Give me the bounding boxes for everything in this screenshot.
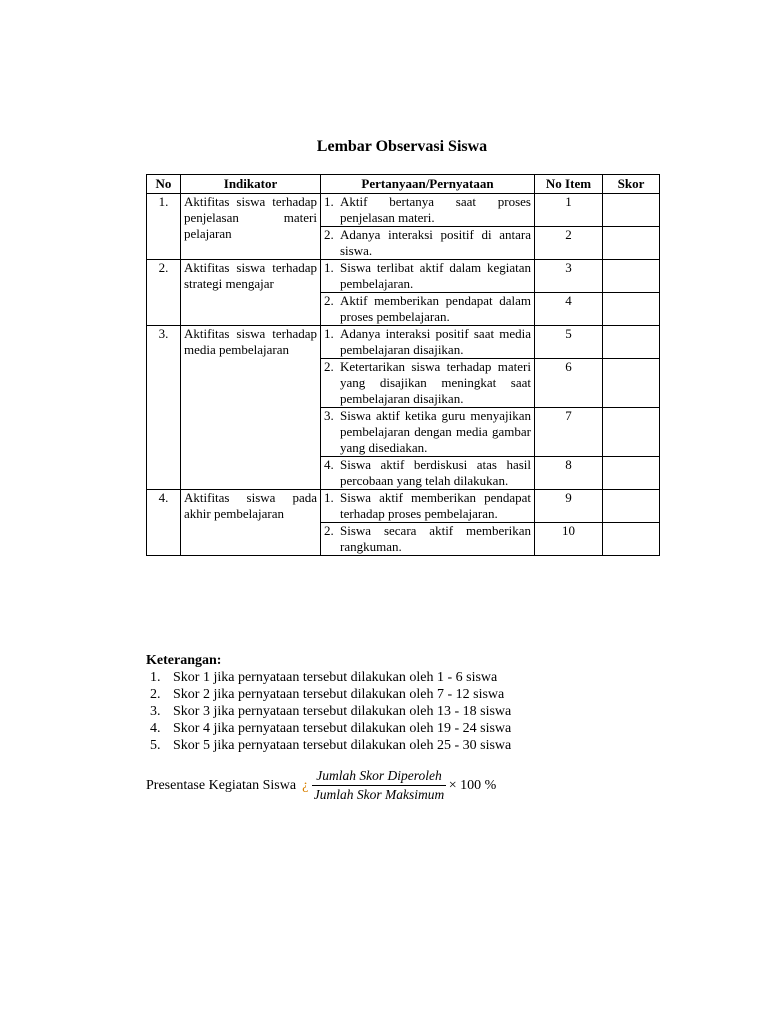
no-item-cell: 3 xyxy=(535,260,603,293)
no-item-cell: 1 xyxy=(535,194,603,227)
keterangan-item xyxy=(146,737,511,754)
pertanyaan-text: Aktif bertanya saat proses penjelasan materi. xyxy=(340,194,531,225)
no-item-cell: 10 xyxy=(535,523,603,556)
skor-cell[interactable] xyxy=(603,326,660,359)
pertanyaan-cell xyxy=(321,408,535,457)
formula-numerator: Jumlah Skor Diperoleh xyxy=(312,768,445,786)
keterangan-item xyxy=(146,669,511,686)
pertanyaan-number: 1. xyxy=(324,260,334,275)
keterangan-text: Skor 5 jika pernyataan tersebut dilakukan oleh 25 - 30 siswa xyxy=(173,738,512,753)
keterangan-item xyxy=(146,686,511,703)
keterangan-item xyxy=(146,703,511,720)
keterangan-text: Skor 1 jika pernyataan tersebut dilakukan oleh 1 - 6 siswa xyxy=(173,670,498,685)
keterangan-text: Skor 3 jika pernyataan tersebut dilakukan oleh 13 - 18 siswa xyxy=(173,704,512,719)
formula-label: Presentase Kegiatan Siswa xyxy=(146,777,297,793)
pertanyaan-cell xyxy=(321,227,535,260)
pertanyaan-text: Aktif memberikan pendapat dalam proses pembelajaran. xyxy=(340,293,531,324)
keterangan-text: Skor 2 jika pernyataan tersebut dilakukan oleh 7 - 12 siswa xyxy=(173,687,505,702)
pertanyaan-text: Siswa aktif memberikan pendapat terhadap proses pembelajaran. xyxy=(340,490,531,521)
keterangan-title: Keterangan: xyxy=(146,653,222,668)
pertanyaan-text: Adanya interaksi positif di antara siswa. xyxy=(340,227,531,258)
pertanyaan-number: 1. xyxy=(324,326,334,341)
keterangan-number: 2. xyxy=(150,687,161,702)
skor-cell[interactable] xyxy=(603,293,660,326)
header-pertanyaan: Pertanyaan/Pernyataan xyxy=(321,175,535,194)
pertanyaan-text: Siswa terlibat aktif dalam kegiatan pembelajaran. xyxy=(340,260,531,291)
skor-cell[interactable] xyxy=(603,260,660,293)
keterangan-section xyxy=(146,652,511,754)
keterangan-item xyxy=(146,720,511,737)
skor-cell[interactable] xyxy=(603,457,660,490)
table-row xyxy=(147,194,660,227)
pertanyaan-number: 2. xyxy=(324,227,334,242)
pertanyaan-number: 1. xyxy=(324,194,334,209)
pertanyaan-cell xyxy=(321,490,535,523)
pertanyaan-text: Siswa secara aktif memberikan rangkuman. xyxy=(340,523,531,554)
table-row xyxy=(147,260,660,293)
table-row xyxy=(147,326,660,359)
group-number: 3. xyxy=(147,326,181,490)
keterangan-number: 1. xyxy=(150,670,161,685)
pertanyaan-cell xyxy=(321,293,535,326)
page-title: Lembar Observasi Siswa xyxy=(316,138,488,155)
pertanyaan-number: 4. xyxy=(324,457,334,472)
skor-cell[interactable] xyxy=(603,359,660,408)
group-number: 2. xyxy=(147,260,181,326)
no-item-cell: 5 xyxy=(535,326,603,359)
header-no-item: No Item xyxy=(535,175,603,194)
formula-symbol: ¿ xyxy=(302,777,309,793)
pertanyaan-number: 1. xyxy=(324,490,334,505)
group-number: 1. xyxy=(147,194,181,260)
pertanyaan-cell xyxy=(321,523,535,556)
indikator-cell: Aktifitas siswa pada akhir pembelajaran xyxy=(181,490,321,556)
formula-denominator: Jumlah Skor Maksimum xyxy=(313,787,445,802)
skor-cell[interactable] xyxy=(603,523,660,556)
no-item-cell: 4 xyxy=(535,293,603,326)
header-skor: Skor xyxy=(603,175,660,194)
pertanyaan-cell xyxy=(321,194,535,227)
observation-table xyxy=(146,174,660,556)
no-item-cell: 6 xyxy=(535,359,603,408)
no-item-cell: 2 xyxy=(535,227,603,260)
table-header-row xyxy=(147,175,660,194)
pertanyaan-cell xyxy=(321,326,535,359)
pertanyaan-text: Ketertarikan siswa terhadap materi yang disajikan meningkat saat pembelajaran disajikan. xyxy=(340,359,531,406)
pertanyaan-cell xyxy=(321,260,535,293)
indikator-cell: Aktifitas siswa terhadap penjelasan materi pelajaran xyxy=(181,194,321,260)
skor-cell[interactable] xyxy=(603,227,660,260)
no-item-cell: 8 xyxy=(535,457,603,490)
pertanyaan-number: 2. xyxy=(324,359,334,374)
pertanyaan-number: 3. xyxy=(324,408,334,423)
percentage-formula xyxy=(146,768,496,803)
pertanyaan-number: 2. xyxy=(324,293,334,308)
formula-fraction xyxy=(312,768,445,803)
keterangan-number: 3. xyxy=(150,704,161,719)
group-number: 4. xyxy=(147,490,181,556)
pertanyaan-cell xyxy=(321,457,535,490)
pertanyaan-text: Siswa aktif ketika guru menyajikan pembelajaran dengan media gambar yang disediakan. xyxy=(340,408,531,455)
keterangan-number: 5. xyxy=(150,738,161,753)
keterangan-number: 4. xyxy=(150,721,161,736)
indikator-cell: Aktifitas siswa terhadap strategi mengajar xyxy=(181,260,321,326)
keterangan-text: Skor 4 jika pernyataan tersebut dilakukan oleh 19 - 24 siswa xyxy=(173,721,512,736)
no-item-cell: 7 xyxy=(535,408,603,457)
table-row xyxy=(147,490,660,523)
pertanyaan-text: Adanya interaksi positif saat media pembelajaran disajikan. xyxy=(340,326,531,357)
formula-multiplier: × 100 % xyxy=(448,777,497,793)
pertanyaan-cell xyxy=(321,359,535,408)
skor-cell[interactable] xyxy=(603,408,660,457)
pertanyaan-number: 2. xyxy=(324,523,334,538)
indikator-cell: Aktifitas siswa terhadap media pembelajaran xyxy=(181,326,321,490)
pertanyaan-text: Siswa aktif berdiskusi atas hasil percobaan yang telah dilakukan. xyxy=(340,457,531,488)
skor-cell[interactable] xyxy=(603,490,660,523)
no-item-cell: 9 xyxy=(535,490,603,523)
header-no: No xyxy=(147,175,181,194)
skor-cell[interactable] xyxy=(603,194,660,227)
header-indikator: Indikator xyxy=(181,175,321,194)
